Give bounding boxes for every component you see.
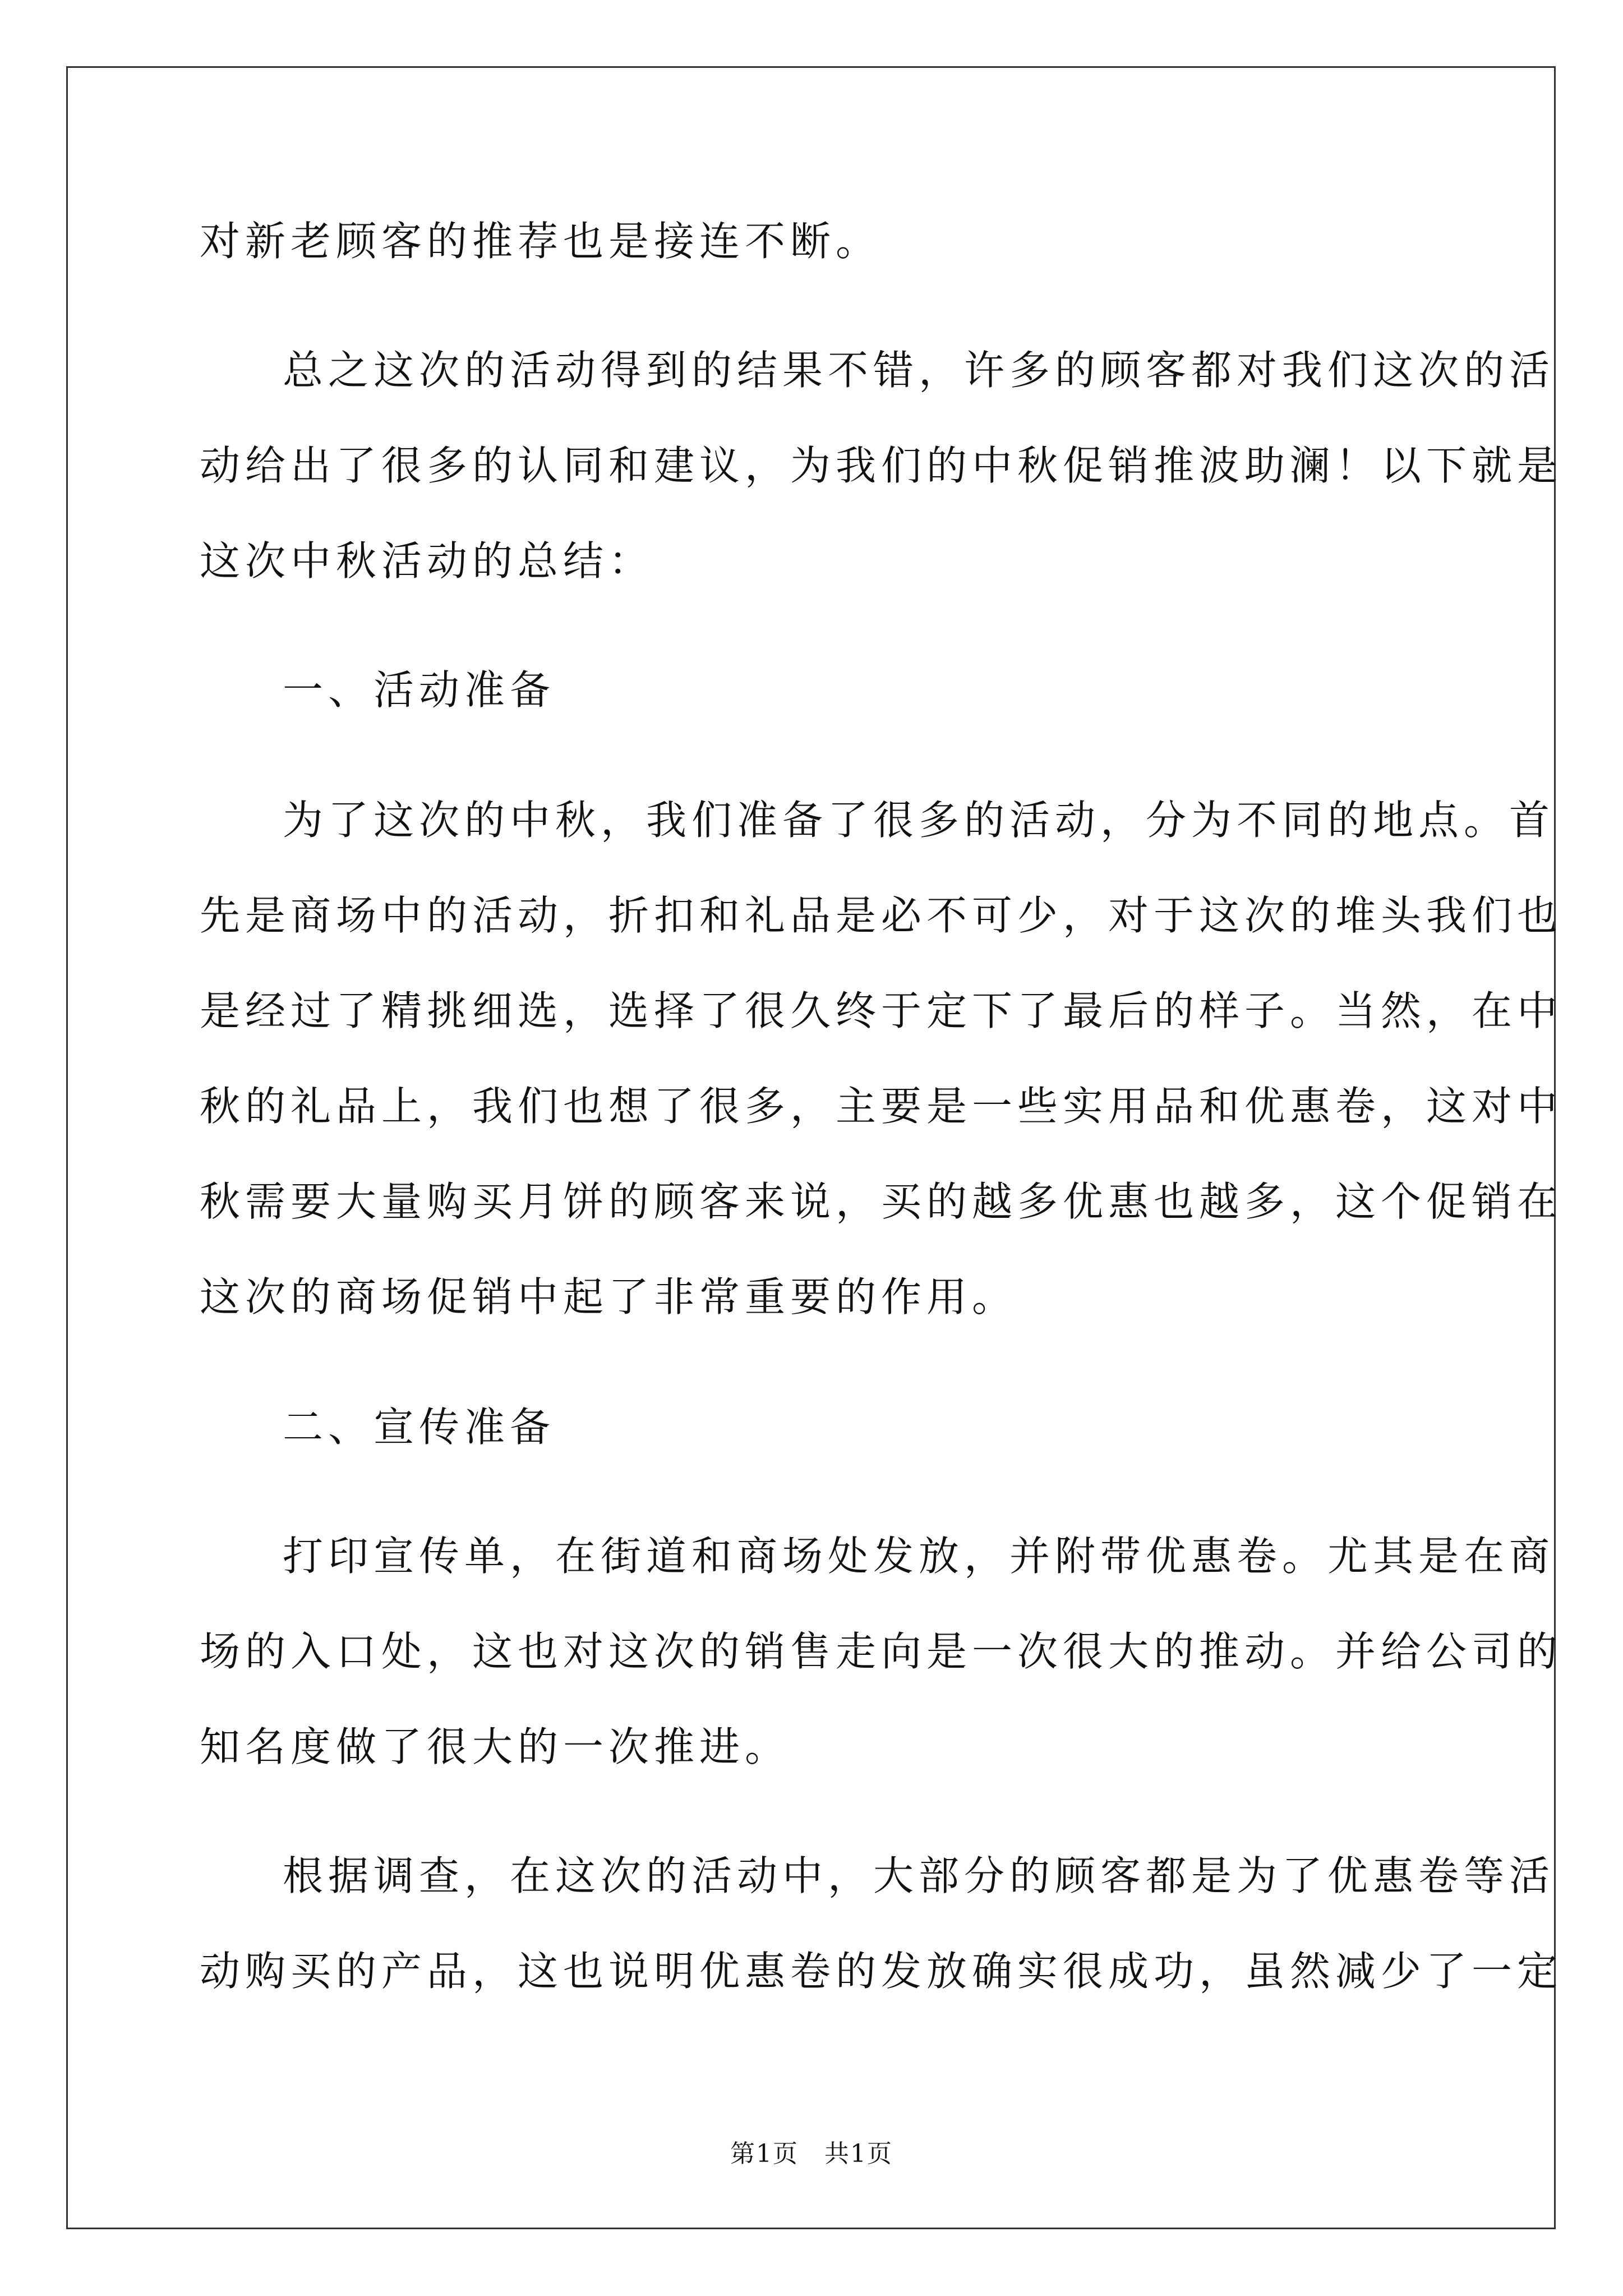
text-line: 这次的商场促销中起了非常重要的作用。 [200,1273,1018,1320]
text-line: 是经过了精挑细选，选择了很久终于定下了最后的样子。当然，在中 [200,987,1563,1034]
text-line: 秋需要大量购买月饼的顾客来说，买的越多优惠也越多，这个促销在 [200,1178,1563,1225]
text-line: 动给出了很多的认同和建议，为我们的中秋促销推波助澜！以下就是 [200,442,1563,489]
section-heading: 一、活动准备 [283,666,556,714]
text-line: 打印宣传单，在街道和商场处发放，并附带优惠卷。尤其是在商 [283,1533,1555,1580]
text-line: 知名度做了很大的一次推进。 [200,1723,791,1770]
text-line: 场的入口处，这也对这次的销售走向是一次很大的推动。并给公司的 [200,1628,1563,1675]
text-line: 为了这次的中秋，我们准备了很多的活动，分为不同的地点。首 [283,797,1555,844]
text-line: 秋的礼品上，我们也想了很多，主要是一些实用品和优惠卷，这对中 [200,1083,1563,1130]
text-line: 根据调查，在这次的活动中，大部分的顾客都是为了优惠卷等活 [283,1852,1555,1899]
text-line: 这次中秋活动的总结： [200,537,654,585]
text-line: 总之这次的活动得到的结果不错，许多的顾客都对我们这次的活 [283,347,1555,394]
text-line: 先是商场中的活动，折扣和礼品是必不可少，对于这次的堆头我们也 [200,892,1563,939]
page-number-footer: 第1页 共1页 [730,2139,893,2168]
text-line: 动购买的产品，这也说明优惠卷的发放确实很成功，虽然减少了一定 [200,1948,1563,1995]
section-heading: 二、宣传准备 [283,1404,556,1451]
text-line: 对新老顾客的推荐也是接连不断。 [200,218,882,265]
